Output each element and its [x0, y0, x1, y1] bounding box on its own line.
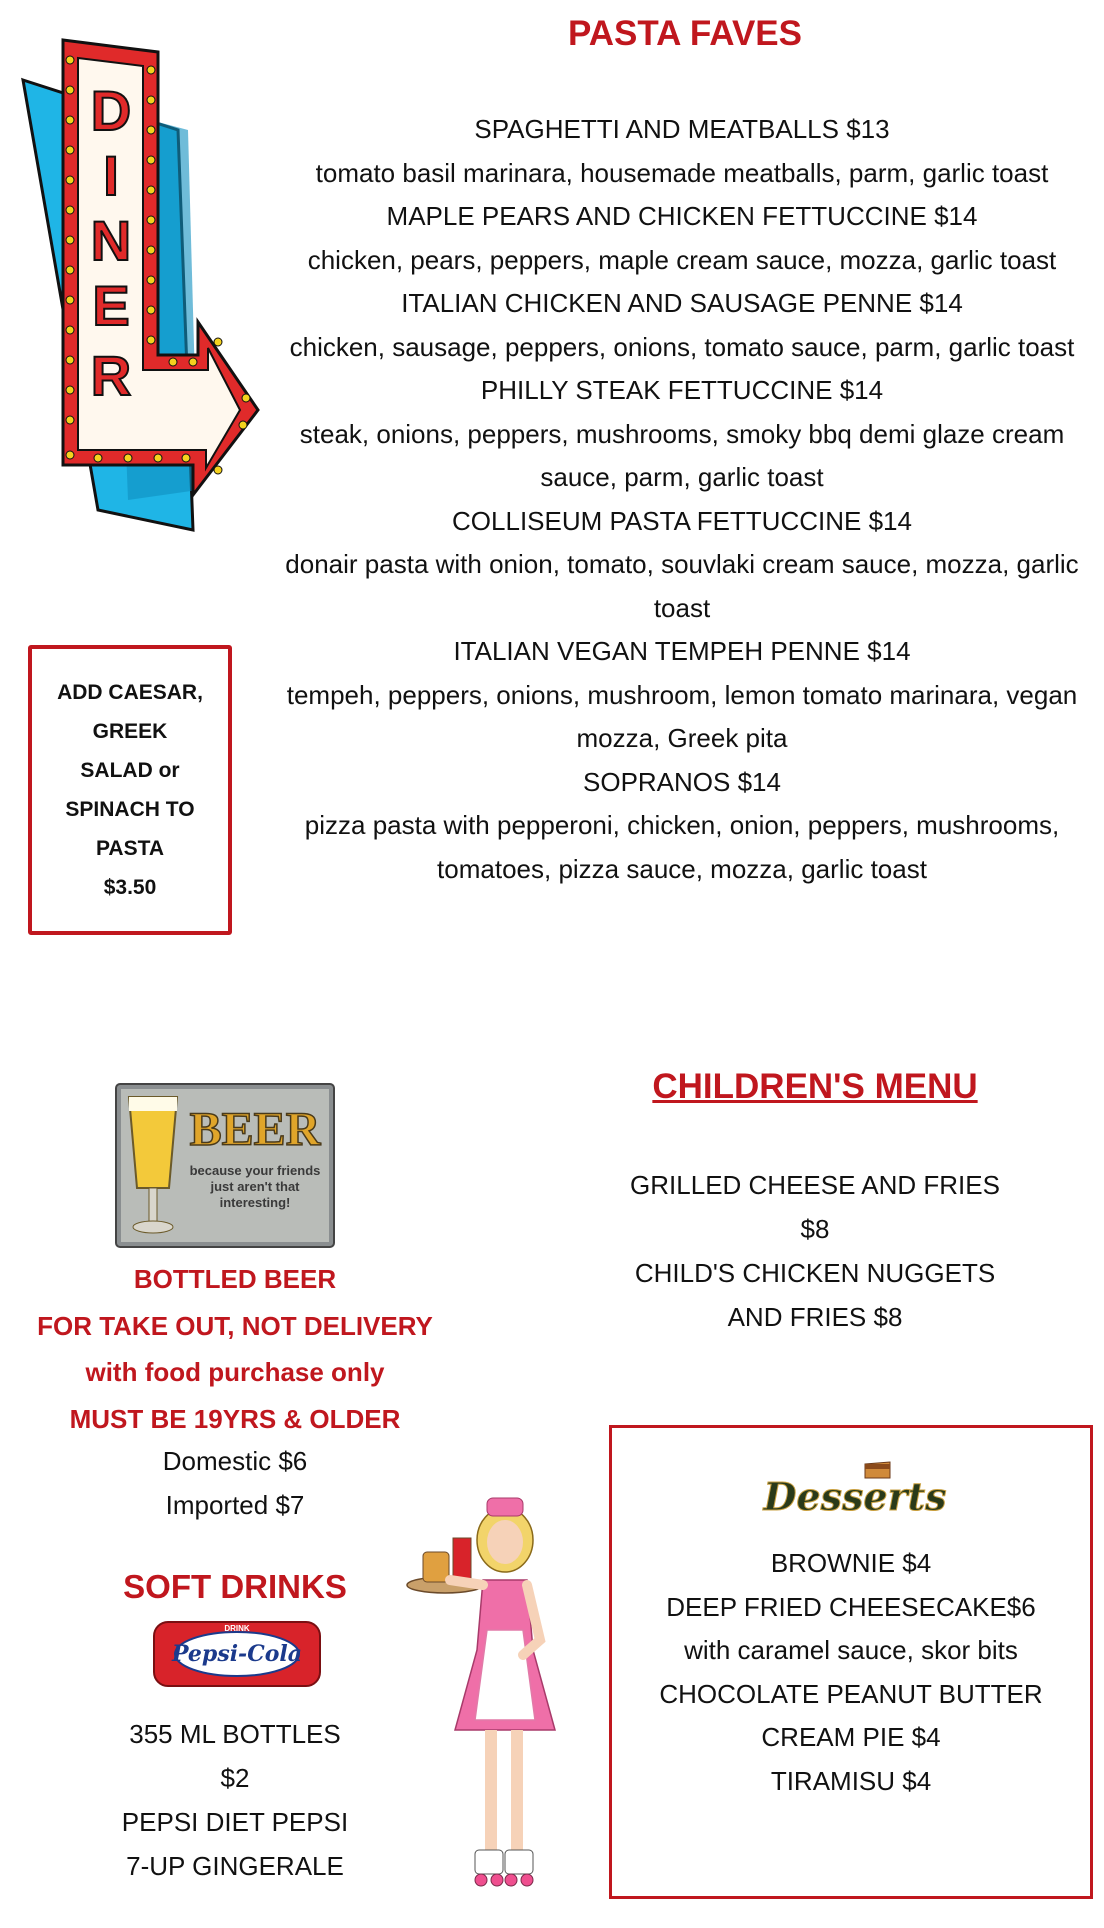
dessert-line: with caramel sauce, skor bits: [684, 1635, 1018, 1665]
menu-item-description: tempeh, peppers, onions, mushroom, lemon tomato marinara, vegan mozza, Greek pita: [286, 679, 1078, 753]
soft-drink-line: 355 ML BOTTLES: [129, 1719, 341, 1749]
soft-drink-line: PEPSI DIET PEPSI: [121, 1807, 349, 1837]
kids-line: $8: [800, 1214, 830, 1244]
menu-item-description: steak, onions, peppers, mushrooms, smoky bbq demi glaze cream sauce, parm, garlic toast: [299, 418, 1065, 492]
beer-sign-image: [115, 1083, 335, 1248]
kids-line: CHILD'S CHICKEN NUGGETS: [634, 1258, 996, 1288]
beer-notice: [0, 1256, 470, 1442]
menu-item-name: ITALIAN VEGAN TEMPEH PENNE $14: [453, 636, 911, 666]
kids-line: AND FRIES $8: [727, 1302, 903, 1332]
addon-line: SALAD or: [80, 759, 180, 782]
beer-notice-line: MUST BE 19YRS & OLDER: [69, 1403, 401, 1434]
waitress-illustration: [405, 1480, 580, 1910]
beer-price-line: Domestic $6: [162, 1446, 308, 1476]
svg-text:Pepsi-Cola: Pepsi-Cola: [171, 1641, 303, 1667]
svg-text:just aren't that: just aren't that: [210, 1179, 300, 1194]
pasta-menu-list: [262, 108, 1102, 891]
childrens-menu-list: [585, 1163, 1045, 1339]
addon-price: $3.50: [103, 876, 157, 899]
desserts-list: [609, 1542, 1093, 1803]
dessert-line: CHOCOLATE PEANUT BUTTER: [659, 1678, 1043, 1709]
soft-drink-line: $2: [220, 1763, 250, 1793]
svg-text:Desserts: Desserts: [763, 1474, 947, 1519]
svg-text:D: D: [90, 79, 132, 142]
beer-prices: [0, 1440, 470, 1527]
kids-line: GRILLED CHEESE AND FRIES: [630, 1170, 1000, 1200]
dessert-line: DEEP FRIED CHEESECAKE$6: [666, 1591, 1036, 1622]
pepsi-logo-image: [152, 1618, 322, 1690]
menu-item-name: PHILLY STEAK FETTUCCINE $14: [480, 375, 884, 405]
childrens-menu-title: CHILDREN'S MENU: [652, 1067, 978, 1106]
menu-item-name: MAPLE PEARS AND CHICKEN FETTUCCINE $14: [386, 201, 978, 231]
diner-sign-image: [18, 30, 268, 535]
svg-text:BEER: BEER: [189, 1103, 321, 1156]
svg-text:interesting!: interesting!: [219, 1195, 291, 1210]
menu-item-description: tomato basil marinara, housemade meatballs, parm, garlic toast: [315, 157, 1049, 188]
menu-item-name: SPAGHETTI AND MEATBALLS $13: [474, 114, 890, 144]
menu-item-description: donair pasta with onion, tomato, souvlaki cream sauce, mozza, garlic toast: [285, 549, 1079, 623]
dessert-line: TIRAMISU $4: [770, 1765, 932, 1796]
menu-item-description: chicken, sausage, peppers, onions, tomato sauce, parm, garlic toast: [289, 331, 1075, 362]
svg-text:N: N: [90, 209, 132, 272]
addon-line: PASTA: [95, 837, 165, 860]
soft-drinks-title: SOFT DRINKS: [123, 1568, 347, 1605]
soft-drink-line: 7-UP GINGERALE: [126, 1851, 344, 1881]
addon-salad-text: [40, 673, 220, 907]
addon-line: SPINACH TO: [65, 798, 195, 821]
svg-text:because your friends: because your friends: [189, 1163, 321, 1178]
menu-item-description: pizza pasta with pepperoni, chicken, onion, peppers, mushrooms, tomatoes, pizza sauce, mozza, garlic toast: [304, 810, 1060, 884]
dessert-line: BROWNIE $4: [770, 1548, 932, 1578]
beer-notice-line: BOTTLED BEER: [133, 1264, 337, 1294]
beer-price-line: Imported $7: [165, 1489, 305, 1520]
beer-notice-line: FOR TAKE OUT, NOT DELIVERY: [37, 1310, 433, 1341]
addon-salad-box: [28, 645, 232, 935]
dessert-line: CREAM PIE $4: [761, 1722, 941, 1752]
addon-line: ADD CAESAR,: [57, 681, 203, 704]
menu-item-name: SOPRANOS $14: [583, 766, 781, 797]
svg-text:E: E: [92, 274, 130, 337]
pasta-section-title: PASTA FAVES: [567, 14, 802, 53]
svg-text:DRINK: DRINK: [224, 1624, 250, 1633]
beer-notice-line: with food purchase only: [85, 1357, 385, 1387]
menu-item-description: chicken, pears, peppers, maple cream sauce, mozza, garlic toast: [307, 244, 1057, 275]
soft-drinks-list: [70, 1712, 400, 1888]
desserts-title-image: [740, 1460, 970, 1520]
menu-item-name: COLLISEUM PASTA FETTUCCINE $14: [452, 505, 912, 536]
menu-item-name: ITALIAN CHICKEN AND SAUSAGE PENNE $14: [401, 288, 963, 318]
svg-text:I: I: [103, 144, 119, 207]
svg-text:R: R: [90, 344, 132, 407]
addon-line: GREEK: [92, 720, 168, 743]
